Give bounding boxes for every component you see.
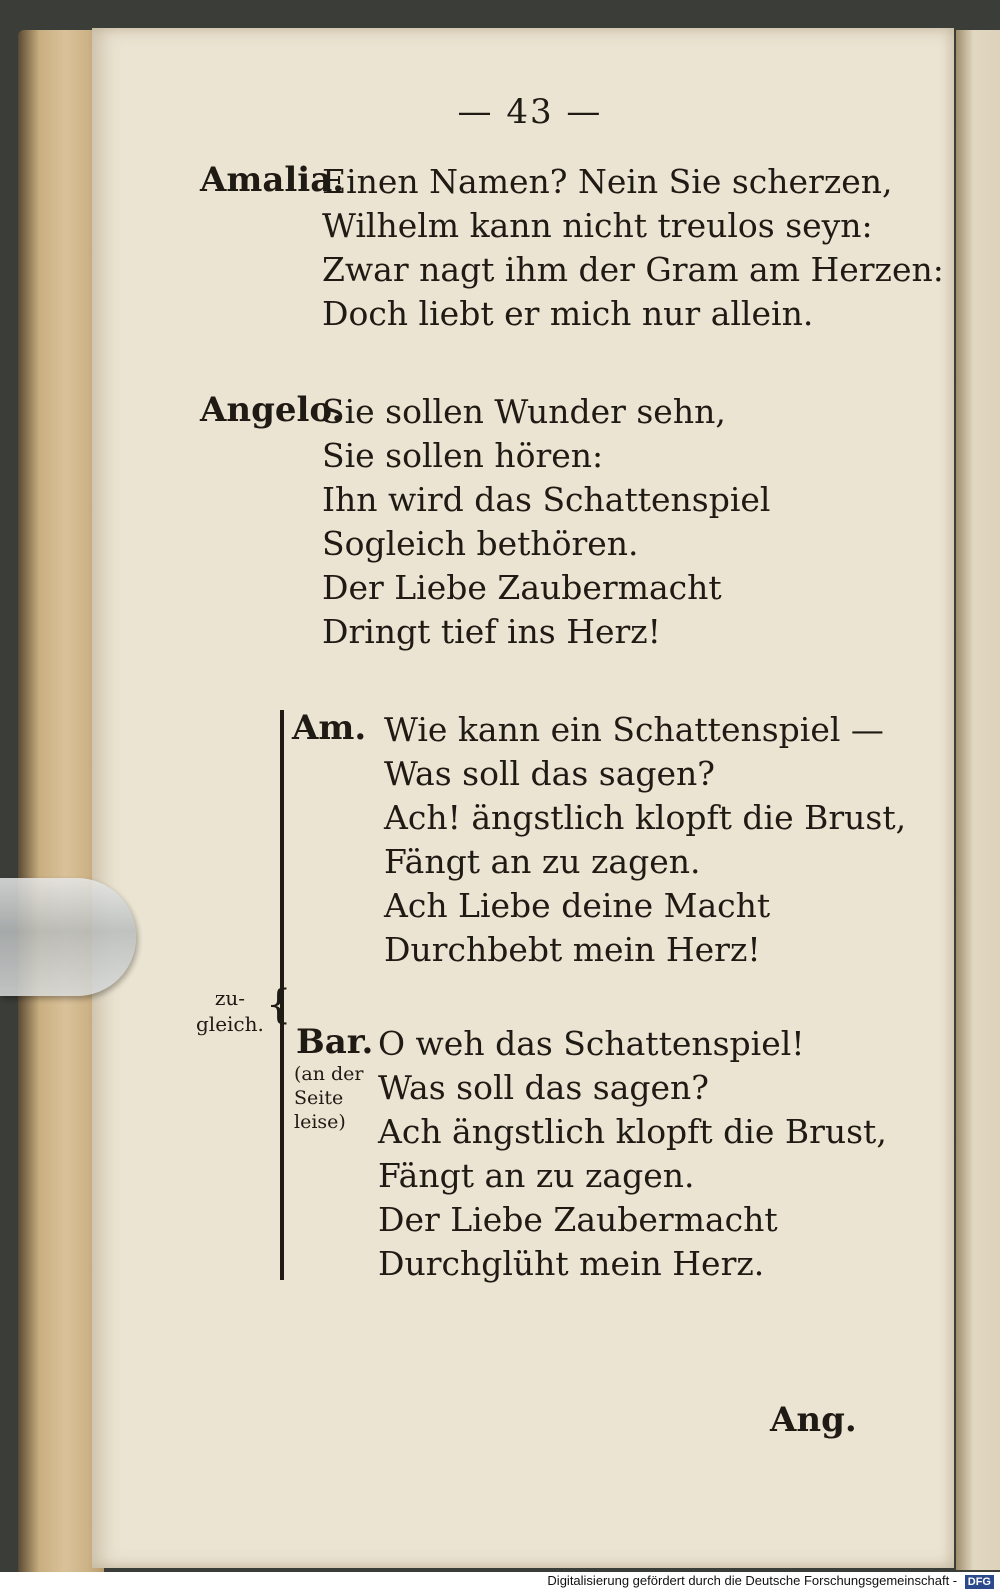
- verse-line: Der Liebe Zaubermacht: [378, 1200, 778, 1239]
- verse-line: Durchbebt mein Herz!: [384, 930, 761, 969]
- stage-direction: (an der Seite leise): [294, 1063, 364, 1133]
- digitization-footer: [0, 1572, 1000, 1589]
- verse-line: Fängt an zu zagen.: [384, 842, 701, 881]
- verse-line: O weh das Schattenspiel!: [378, 1024, 805, 1063]
- verse-line: Dringt tief ins Herz!: [322, 612, 661, 651]
- verse-line: Ach Liebe deine Macht: [384, 886, 771, 925]
- brace-symbol: {: [266, 982, 292, 1028]
- amalia-verse: [322, 160, 944, 336]
- speaker-angelo: Angelo.: [200, 390, 344, 430]
- zugleich-label: zu- gleich.: [196, 986, 264, 1036]
- verse-line: Ihn wird das Schattenspiel: [322, 480, 771, 519]
- bar-verse: [378, 1022, 887, 1286]
- speaker-amalia: Amalia.: [200, 160, 345, 200]
- angelo-verse: [322, 390, 770, 654]
- verse-line: Fängt an zu zagen.: [378, 1156, 695, 1195]
- verse-line: Ach ängstlich klopft die Brust,: [378, 1112, 887, 1151]
- verse-line: Sogleich bethören.: [322, 524, 639, 563]
- verse-line: Was soll das sagen?: [378, 1068, 709, 1107]
- verse-line: Sie sollen hören:: [322, 436, 604, 475]
- dfg-logo: DFG: [965, 1575, 994, 1589]
- verse-line: Zwar nagt ihm der Gram am Herzen:: [322, 250, 944, 289]
- verse-line: Was soll das sagen?: [384, 754, 715, 793]
- page-number: — 43 —: [457, 92, 603, 132]
- verse-line: Durchglüht mein Herz.: [378, 1244, 765, 1283]
- facing-page-edge: [956, 30, 1000, 1570]
- verse-line: Wilhelm kann nicht treulos seyn:: [322, 206, 873, 245]
- verse-line: Wie kann ein Schattenspiel —: [384, 710, 884, 749]
- verse-line: Doch liebt er mich nur allein.: [322, 294, 814, 333]
- page-clip: [0, 878, 136, 996]
- catchword: Ang.: [770, 1400, 857, 1440]
- verse-line: Einen Namen? Nein Sie scherzen,: [322, 162, 893, 201]
- speaker-am: Am.: [292, 708, 367, 748]
- am-verse: [384, 708, 906, 972]
- footer-text: Digitalisierung gefördert durch die Deutsche Forschungsgemeinschaft -: [547, 1573, 958, 1588]
- verse-line: Der Liebe Zaubermacht: [322, 568, 722, 607]
- verse-line: Ach! ängstlich klopft die Brust,: [384, 798, 907, 837]
- verse-line: Sie sollen Wunder sehn,: [322, 392, 726, 431]
- speaker-bar: Bar.: [296, 1022, 374, 1062]
